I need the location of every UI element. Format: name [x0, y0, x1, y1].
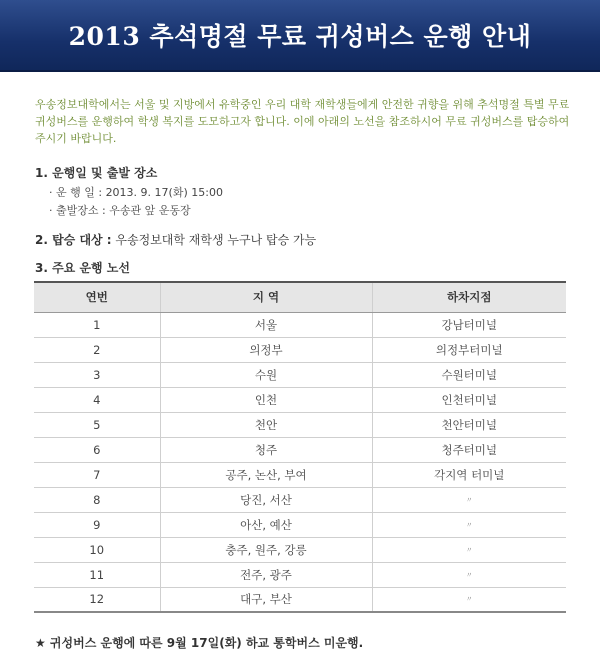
header-number: 연번: [34, 282, 160, 312]
cell-dropoff: 〃: [372, 487, 566, 512]
routes-table-body: [34, 312, 566, 612]
cell-dropoff: 천안터미널: [372, 412, 566, 437]
departure-place: · 출발장소 : 우송관 앞 운동장: [49, 204, 191, 217]
routes-heading: 3. 주요 운행 노선: [35, 261, 130, 275]
cell-number: 2: [34, 337, 160, 362]
table-row: [34, 537, 566, 562]
cell-dropoff: 인천터미널: [372, 387, 566, 412]
table-row: [34, 462, 566, 487]
cell-number: 10: [34, 537, 160, 562]
cell-dropoff: 각지역 터미널: [372, 462, 566, 487]
section-schedule-heading: 1. 운행일 및 출발 장소: [35, 166, 158, 180]
cell-number: 8: [34, 487, 160, 512]
page-title: 2013 추석명절 무료 귀성버스 운행 안내: [68, 22, 532, 51]
title-banner: [0, 0, 600, 72]
cell-area: 전주, 광주: [160, 562, 372, 587]
header-area: 지 역: [160, 282, 372, 312]
table-row: [34, 562, 566, 587]
cell-number: 9: [34, 512, 160, 537]
table-row: [34, 362, 566, 387]
table-row: [34, 387, 566, 412]
eligibility-value: 우송정보대학 재학생 누구나 탑승 가능: [111, 233, 317, 247]
header-dropoff: 하차지점: [372, 282, 566, 312]
cell-number: 6: [34, 437, 160, 462]
cell-number: 12: [34, 587, 160, 612]
intro-paragraph: 우송정보대학에서는 서울 및 지방에서 유학중인 우리 대학 재학생들에게 안전한 귀향을 위해 추석명절 특별 무료 귀성버스를 운행하여 학생 복지를 도모하고자 합니다. 이에 아래의 노선을 참조하시어 무료 귀성버스를 탑승하여 주시기 바랍니다.: [35, 98, 570, 145]
cell-dropoff: 〃: [372, 562, 566, 587]
routes-table: [34, 281, 566, 613]
table-row: [34, 437, 566, 462]
cell-dropoff: 〃: [372, 512, 566, 537]
cell-dropoff: 〃: [372, 587, 566, 612]
cell-area: 서울: [160, 312, 372, 337]
cell-area: 충주, 원주, 강릉: [160, 537, 372, 562]
cell-number: 11: [34, 562, 160, 587]
cell-area: 의정부: [160, 337, 372, 362]
cell-area: 아산, 예산: [160, 512, 372, 537]
cell-number: 3: [34, 362, 160, 387]
footnote: ★ 귀성버스 운행에 따른 9월 17일(화) 하교 통학버스 미운행.: [35, 636, 364, 650]
cell-number: 7: [34, 462, 160, 487]
cell-number: 4: [34, 387, 160, 412]
cell-area: 대구, 부산: [160, 587, 372, 612]
cell-area: 인천: [160, 387, 372, 412]
eligibility-heading: 2. 탑승 대상 :: [35, 233, 112, 247]
cell-number: 5: [34, 412, 160, 437]
cell-area: 천안: [160, 412, 372, 437]
table-row: [34, 412, 566, 437]
cell-area: 당진, 서산: [160, 487, 372, 512]
departure-date: · 운 행 일 : 2013. 9. 17(화) 15:00: [49, 186, 223, 199]
cell-dropoff: 청주터미널: [372, 437, 566, 462]
cell-dropoff: 〃: [372, 537, 566, 562]
table-row: [34, 587, 566, 612]
table-row: [34, 487, 566, 512]
table-row: [34, 337, 566, 362]
cell-number: 1: [34, 312, 160, 337]
table-row: [34, 312, 566, 337]
cell-dropoff: 수원터미널: [372, 362, 566, 387]
table-header-row: [34, 282, 566, 312]
cell-dropoff: 의정부터미널: [372, 337, 566, 362]
eligibility-line: [35, 231, 316, 248]
cell-area: 공주, 논산, 부여: [160, 462, 372, 487]
cell-area: 청주: [160, 437, 372, 462]
cell-dropoff: 강남터미널: [372, 312, 566, 337]
cell-area: 수원: [160, 362, 372, 387]
table-row: [34, 512, 566, 537]
